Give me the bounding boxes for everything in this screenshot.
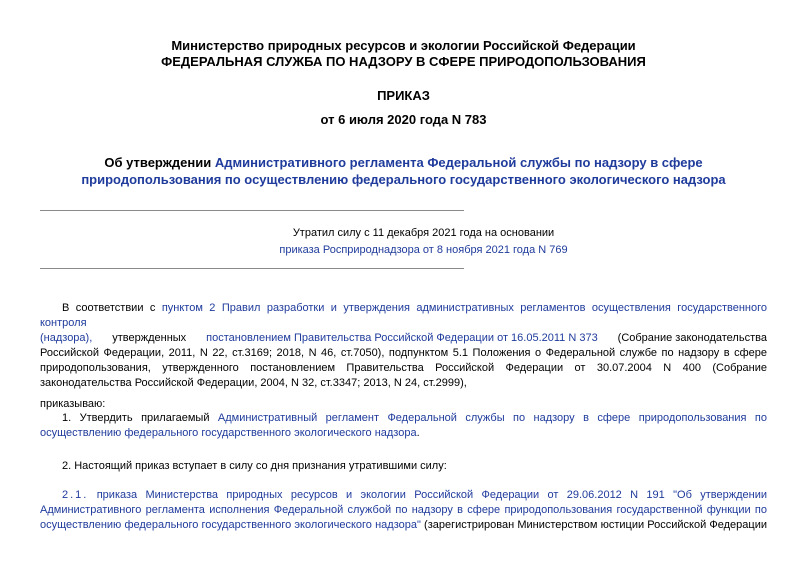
order-191-link-end[interactable]: осуществлению федерального государственного экологического надзора" — [40, 519, 421, 531]
title-prefix: Об утверждении — [104, 155, 212, 170]
item-1 — [40, 411, 767, 441]
regulation-link[interactable]: Административный регламент Федеральной службы по надзору в сфере природопользования по — [217, 412, 767, 424]
document-title — [0, 154, 807, 188]
orders-label: приказываю: — [40, 398, 106, 410]
item-1-line-1: 1. Утвердить прилагаемый Административный регламент Федеральной службы по надзору в сфере природопользования по — [62, 412, 767, 424]
preamble-line-3: Российской Федерации, 2011, N 22, ст.3169; 2018, N 46, ст.7050), подпунктом 5.1 Положения о Федеральной службе по надзору в сфере — [40, 347, 767, 359]
status-note-text: Утратил силу с 11 декабря 2021 года на основании — [292, 227, 555, 239]
document-date-number: от 6 июля 2020 года N 783 — [320, 112, 487, 127]
item-1-line-2: осуществлению федерального государственного экологического надзора. — [40, 427, 420, 439]
service-name: ФЕДЕРАЛЬНАЯ СЛУЖБА ПО НАДЗОРУ В СФЕРЕ ПРИРОДОПОЛЬЗОВАНИЯ — [161, 54, 646, 69]
title-regulation-link-1[interactable]: Административного регламента Федеральной службы по надзору в сфере — [214, 155, 703, 170]
rules-link[interactable]: пунктом 2 Правил разработки и утверждения административных регламентов осуществления государственного контроля — [40, 302, 768, 329]
preamble-line-4: природопользования, утвержденного постановлением Правительства Российской Федерации от 30.07.2004 N 400 (Собрание — [40, 362, 767, 374]
preamble-line-5: законодательства Российской Федерации, 2004, N 32, ст.3347; 2013, N 24, ст.2999), — [40, 377, 467, 389]
ministry-name: Министерство природных ресурсов и экологии Российской Федерации — [171, 38, 636, 53]
order-191-link[interactable]: приказа Министерства природных ресурсов и экологии Российской Федерации от 29.06.2012 N 191 "Об утверждении — [96, 489, 767, 501]
item-2-1 — [40, 488, 767, 533]
preamble-line-2: (надзора), утвержденных постановлением Правительства Российской Федерации от 16.05.2011 N 373 (Собрание законодательства — [40, 332, 767, 344]
item-2: 2. Настоящий приказ вступает в силу со дня признания утратившими силу: — [62, 460, 447, 472]
title-regulation-link-2[interactable]: природопользования по осуществлению федерального государственного экологического надзора — [81, 172, 726, 187]
rules-link-cont[interactable]: (надзора), — [40, 332, 93, 344]
order-191-link-cont[interactable]: Административного регламента исполнения Федеральной службой по надзору в сфере природопользования государственной функции по — [40, 504, 767, 516]
document-type: ПРИКАЗ — [377, 88, 430, 103]
item-2-1-line-1: 2.1. приказа Министерства природных ресурсов и экологии Российской Федерации от 29.06.2012 N 191 "Об утверждении — [62, 489, 767, 501]
divider-top — [40, 210, 464, 211]
item-2-1-line-3: осуществлению федерального государственного экологического надзора" (зарегистрирован Министерством юстиции Российской Федерации — [40, 519, 768, 531]
preamble-line-1: В соответствии с пунктом 2 Правил разработки и утверждения административных регламентов осуществления государственного контроля — [40, 302, 768, 329]
resolution-373-link[interactable]: постановлением Правительства Российской Федерации от 16.05.2011 N 373 — [206, 332, 598, 344]
divider-bottom — [40, 268, 464, 269]
regulation-link-cont[interactable]: осуществлению федерального государственного экологического надзора — [40, 427, 417, 439]
preamble-paragraph — [40, 301, 767, 391]
status-note-link[interactable]: приказа Росприроднадзора от 8 ноября 2021 года N 769 — [279, 244, 568, 256]
